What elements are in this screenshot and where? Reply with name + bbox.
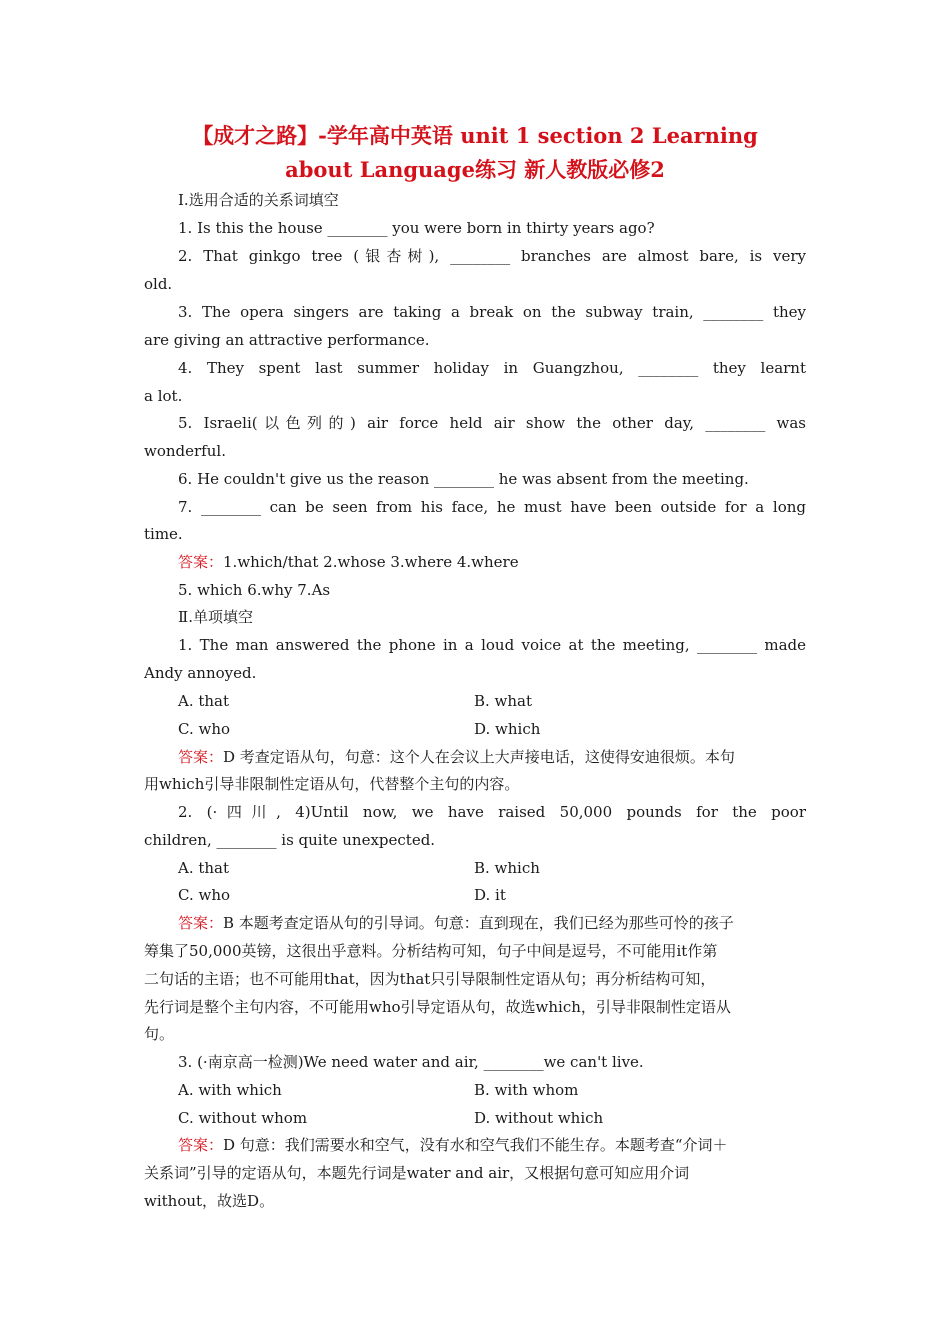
- question-1-2: 2. That ginkgo tree (银杏树), ________ branches are almost bare, is very: [178, 247, 806, 265]
- answer-2-2-cont: 二句话的主语；也不可能用that，因为that只引导限制性定语从句；再分析结构可知，: [144, 970, 716, 988]
- answer-label: 答案：: [178, 914, 224, 932]
- option-a: A. that: [178, 692, 230, 710]
- option-d: D. which: [474, 720, 541, 738]
- answer-2-1-cont: 用which引导非限制性定语从句，代替整个主句的内容。: [144, 775, 520, 793]
- question-2-1-cont: Andy annoyed.: [144, 664, 257, 682]
- question-2-2: 2. (·四川, 4)Until now, we have raised 50,000 pounds for the poor: [178, 803, 806, 821]
- option-b: B. what: [474, 692, 533, 710]
- options-row: [144, 687, 806, 715]
- question-1-2-cont: old.: [144, 275, 173, 293]
- question-2-2-cont: children, ________ is quite unexpected.: [144, 831, 436, 849]
- option-c: C. who: [178, 886, 231, 904]
- options-row: [144, 715, 806, 743]
- question-2-3: 3. (·南京高一检测)We need water and air, ________we can't live.: [178, 1053, 644, 1071]
- option-c: C. without whom: [178, 1109, 308, 1127]
- question-1-5: 5. Israeli(以色列的) air force held air show the other day, ________ was: [178, 414, 806, 432]
- options-row: [144, 1104, 806, 1132]
- document-title-line-2: about Language练习 新人教版必修2: [285, 157, 665, 182]
- answer-part-1-cont: 5. which 6.why 7.As: [178, 581, 331, 599]
- question-1-4-cont: a lot.: [144, 387, 183, 405]
- answer-2-3: [144, 1131, 806, 1159]
- answer-label: 答案：: [178, 748, 224, 766]
- answer-2-2: [144, 909, 806, 937]
- answer-2-3-cont: 关系词”引导的定语从句，本题先行词是water and air，又根据句意可知应用介词: [144, 1164, 690, 1182]
- question-1-1: 1. Is this the house ________ you were born in thirty years ago?: [178, 219, 655, 237]
- answer-text: B 本题考查定语从句的引导词。句意：直到现在，我们已经为那些可怜的孩子: [223, 914, 734, 932]
- answer-label: 答案：: [178, 553, 224, 571]
- option-c: C. who: [178, 720, 231, 738]
- option-d: D. without which: [474, 1109, 604, 1127]
- question-1-5-cont: wonderful.: [144, 442, 226, 460]
- answer-2-1: [144, 743, 806, 771]
- option-b: B. which: [474, 859, 540, 877]
- answer-2-2-cont: 筹集了50,000英镑，这很出乎意料。分析结构可知，句子中间是逗号，不可能用it作第: [144, 942, 718, 960]
- options-row: [144, 854, 806, 882]
- answer-text: D 考查定语从句，句意：这个人在会议上大声接电话，这使得安迪很烦。本句: [223, 748, 735, 766]
- answer-2-2-cont: 先行词是整个主句内容，不可能用who引导定语从句，故选which，引导非限制性定语从: [144, 998, 731, 1016]
- answer-2-2-cont: 句。: [144, 1025, 175, 1043]
- question-1-3-cont: are giving an attractive performance.: [144, 331, 430, 349]
- option-b: B. with whom: [474, 1081, 579, 1099]
- answer-text: D 句意：我们需要水和空气，没有水和空气我们不能生存。本题考查“介词＋: [223, 1136, 728, 1154]
- question-1-3: 3. The opera singers are taking a break on the subway train, ________ they: [178, 303, 806, 321]
- question-2-1: 1. The man answered the phone in a loud voice at the meeting, ________ made: [178, 636, 806, 654]
- section-heading-2: Ⅱ.单项填空: [178, 608, 253, 626]
- question-1-6: 6. He couldn't give us the reason ________ he was absent from the meeting.: [178, 470, 749, 488]
- option-a: A. with which: [178, 1081, 282, 1099]
- answer-part-1: [144, 548, 806, 576]
- question-1-7-cont: time.: [144, 525, 183, 543]
- answer-label: 答案：: [178, 1136, 224, 1154]
- answer-2-3-cont: without，故选D。: [144, 1192, 275, 1210]
- options-row: [144, 1076, 806, 1104]
- question-1-4: 4. They spent last summer holiday in Guangzhou, ________ they learnt: [178, 359, 806, 377]
- option-a: A. that: [178, 859, 230, 877]
- options-row: [144, 881, 806, 909]
- document-title-line-1: 【成才之路】-学年高中英语 unit 1 section 2 Learning: [192, 123, 758, 148]
- question-1-7: 7. ________ can be seen from his face, he must have been outside for a long: [178, 498, 806, 516]
- option-d: D. it: [474, 886, 506, 904]
- answer-text: 1.which/that 2.whose 3.where 4.where: [223, 553, 519, 571]
- section-heading-1: Ⅰ.选用合适的关系词填空: [178, 191, 339, 209]
